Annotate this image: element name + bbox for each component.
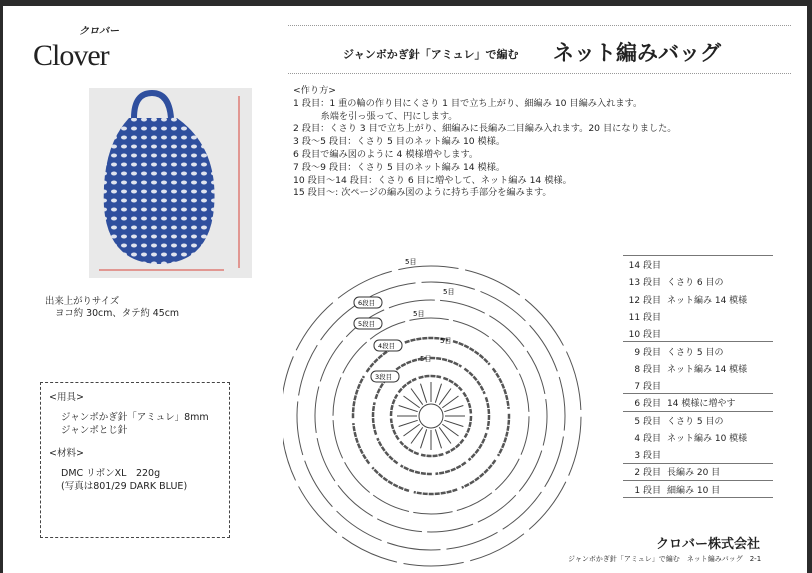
row-label: 3段目 — [375, 373, 393, 381]
chain-arc — [387, 543, 440, 550]
divider — [288, 25, 791, 26]
finished-size — [45, 296, 179, 320]
step-line: 10 段目～14 段目：くさり 6 目に増やして、ネット編み 14 模様。 — [293, 174, 572, 186]
row-number: 12 段目 — [628, 295, 661, 306]
row-table — [623, 255, 773, 498]
chain-arc — [413, 512, 452, 514]
chain-arc — [373, 495, 409, 511]
company-name: クロバー株式会社 — [656, 537, 761, 552]
row-number: 10 段目 — [628, 329, 661, 340]
chain-arc — [305, 461, 333, 507]
chain-arc — [525, 299, 563, 345]
chain-arc — [462, 460, 496, 488]
step-line: 1 段目：1 重の輪の作り目にくさり 1 目で立ち上がり、細編み 10 目編み入れます。 — [293, 97, 643, 109]
chain-arc — [404, 562, 464, 566]
chain-arc — [440, 300, 485, 313]
chain-arc — [391, 395, 397, 416]
row-number: 1 段目 — [634, 485, 661, 496]
material-item: (写真は801/29 DARK BLUE) — [61, 481, 188, 492]
materials-box — [40, 382, 230, 538]
chain-arc — [495, 459, 519, 490]
chain-arc — [317, 438, 335, 481]
row-note: ネット編み 14 模様 — [667, 295, 748, 306]
table-row — [623, 325, 773, 342]
chain-arc — [492, 340, 517, 370]
row-note: ネット編み 10 模様 — [667, 434, 748, 445]
chain-arc — [464, 369, 484, 394]
stitch-label: 5目 — [420, 355, 432, 363]
bag-photo — [89, 88, 252, 278]
row-number: 3 段目 — [634, 450, 661, 461]
chain-arc — [296, 303, 333, 351]
row-label: 5段目 — [358, 320, 376, 328]
chain-arc — [569, 417, 581, 476]
table-row — [623, 360, 773, 377]
double-crochet-stitch — [399, 420, 418, 426]
chain-arc — [409, 318, 448, 320]
chain-arc — [489, 316, 524, 347]
chain-arc — [443, 378, 461, 391]
chain-arc — [342, 537, 397, 562]
table-row — [623, 377, 773, 394]
chain-arc — [377, 438, 397, 463]
chain-arc — [421, 454, 443, 456]
row-number: 4 段目 — [634, 434, 661, 445]
row-note: くさり 5 目の — [667, 347, 724, 358]
tools-heading: <用具> — [49, 392, 84, 403]
chain-arc — [299, 345, 318, 395]
crochet-chart — [283, 236, 613, 571]
step-line: 15 段目～: 次ページの編み図のように持ち手部分を編みます。 — [293, 187, 552, 199]
page-title: ネット編みバッグ — [553, 41, 721, 65]
row-number: 6 段目 — [634, 399, 661, 410]
table-row — [623, 464, 773, 481]
chain-arc — [333, 420, 343, 458]
chain-arc — [338, 271, 392, 298]
row-number: 7 段目 — [634, 381, 661, 392]
material-item: DMC リボンXL 220g — [61, 468, 161, 479]
chain-arc — [283, 356, 293, 415]
chain-arc — [372, 467, 409, 490]
row-number: 14 段目 — [628, 261, 661, 272]
chain-arc — [453, 341, 490, 364]
subtitle: ジャンボかぎ針「アミュレ」で編む — [343, 48, 519, 61]
chain-arc — [545, 437, 564, 487]
chain-arc — [401, 465, 432, 474]
size-label: 出来上がりサイズ — [45, 296, 120, 307]
chain-arc — [337, 511, 382, 540]
chain-arc — [529, 482, 566, 530]
double-crochet-stitch — [435, 384, 441, 403]
chain-arc — [399, 379, 417, 393]
logo-en: Clover — [33, 39, 109, 72]
chain-arc — [463, 392, 471, 413]
chain-arc — [299, 486, 337, 532]
row-note: 長編み 20 目 — [667, 468, 721, 479]
chain-arc — [519, 374, 529, 412]
tool-item: ジャンボとじ針 — [61, 425, 128, 436]
table-row — [623, 446, 773, 463]
row-number: 2 段目 — [634, 468, 661, 479]
step-line: 2 段目：くさり 3 目で立ち上がり、細編みに長編み二目編み入れます。20 目になりました。 — [293, 123, 677, 135]
chain-arc — [373, 402, 376, 434]
row-note: 14 模様に増やす — [667, 399, 736, 410]
double-crochet-stitch — [435, 429, 441, 448]
double-crochet-stitch — [420, 384, 426, 403]
row-number: 13 段目 — [628, 278, 661, 289]
chain-arc — [353, 423, 369, 464]
row-note: くさり 5 目の — [667, 416, 724, 427]
double-crochet-stitch — [444, 420, 463, 426]
chain-arc — [320, 341, 342, 382]
pattern-page — [3, 6, 807, 573]
chain-arc — [566, 352, 580, 410]
double-crochet-stitch — [420, 429, 426, 448]
chain-arc — [519, 451, 541, 492]
instructions — [293, 85, 676, 200]
chain-arc — [465, 416, 471, 437]
row-number: 5 段目 — [634, 416, 661, 427]
table-row — [623, 273, 773, 290]
chain-arc — [398, 266, 458, 270]
chain-arc — [457, 493, 492, 511]
row-note: ネット編み 14 模様 — [667, 364, 748, 375]
row-number: 9 段目 — [634, 347, 661, 358]
chain-arc — [446, 532, 497, 549]
chain-arc — [414, 489, 457, 494]
divider — [288, 73, 791, 74]
chain-arc — [470, 534, 524, 561]
step-line: 6 段目で編み図のように 4 模様増やします。 — [293, 148, 479, 160]
chain-arc — [391, 419, 399, 440]
chain-arc — [446, 440, 464, 454]
chain-arc — [543, 399, 547, 445]
chain-arc — [498, 414, 509, 456]
double-crochet-stitch — [444, 405, 463, 411]
chain-arc — [469, 433, 487, 460]
chain-arc — [465, 270, 520, 295]
chain-arc — [427, 524, 473, 532]
footer-caption: ジャンボかぎ針「アミュレ」で編む ネット編みバッグ 2-1 — [568, 555, 762, 563]
stitch-label: 5目 — [440, 337, 452, 345]
row-label: 4段目 — [378, 342, 396, 350]
table-row — [623, 394, 773, 411]
table-row — [623, 308, 773, 325]
chain-arc — [345, 462, 370, 492]
tool-item: ジャンボかぎ針「アミュレ」8mm — [61, 412, 209, 423]
row-number: 8 段目 — [634, 364, 661, 375]
stitch-label: 5目 — [413, 310, 425, 318]
row-note: 細編み 10 目 — [667, 485, 721, 496]
chain-arc — [283, 422, 296, 480]
row-label: 6段目 — [358, 299, 376, 307]
size-value: ヨコ約 30cm、タテ約 45cm — [55, 308, 180, 319]
chain-arc — [389, 300, 435, 308]
chain-arc — [486, 397, 489, 429]
stitch-label: 5目 — [443, 288, 455, 296]
chain-arc — [400, 441, 418, 454]
step-line: 3 段～5 段目：くさり 5 目のネット編み 10 模様。 — [293, 136, 506, 148]
materials-heading: <材料> — [49, 448, 84, 459]
chain-arc — [453, 321, 489, 337]
magic-ring — [419, 404, 443, 428]
instructions-heading: <作り方> — [293, 85, 336, 96]
row-number: 11 段目 — [628, 313, 661, 324]
table-row — [623, 342, 773, 359]
chain-arc — [430, 358, 461, 367]
chain-arc — [419, 376, 441, 378]
chain-arc — [493, 368, 509, 409]
chain-arc — [521, 416, 529, 454]
row-note: くさり 6 目の — [667, 278, 724, 289]
table-row — [623, 291, 773, 308]
double-crochet-stitch — [399, 405, 418, 411]
chain-arc — [338, 485, 373, 516]
table-row — [623, 412, 773, 429]
chain-arc — [527, 351, 545, 394]
logo-jp: クロバー — [79, 26, 119, 37]
chain-arc — [343, 342, 367, 373]
stitch-label: 5目 — [405, 258, 417, 266]
chain-arc — [530, 325, 558, 371]
table-row — [623, 256, 773, 273]
step-line: 7 段～9 段目：くさり 5 目のネット編み 14 模様。 — [293, 161, 506, 173]
clover-logo — [33, 26, 153, 74]
chain-arc — [353, 376, 364, 418]
step-line: 糸端を引っ張って、円にします。 — [293, 110, 458, 122]
chain-arc — [333, 377, 341, 415]
chain-arc — [559, 377, 565, 431]
chain-arc — [297, 401, 303, 455]
chain-arc — [435, 462, 465, 473]
table-row — [623, 481, 773, 498]
chain-arc — [377, 519, 422, 532]
table-row — [623, 429, 773, 446]
chain-arc — [315, 386, 319, 432]
chain-arc — [480, 291, 525, 320]
